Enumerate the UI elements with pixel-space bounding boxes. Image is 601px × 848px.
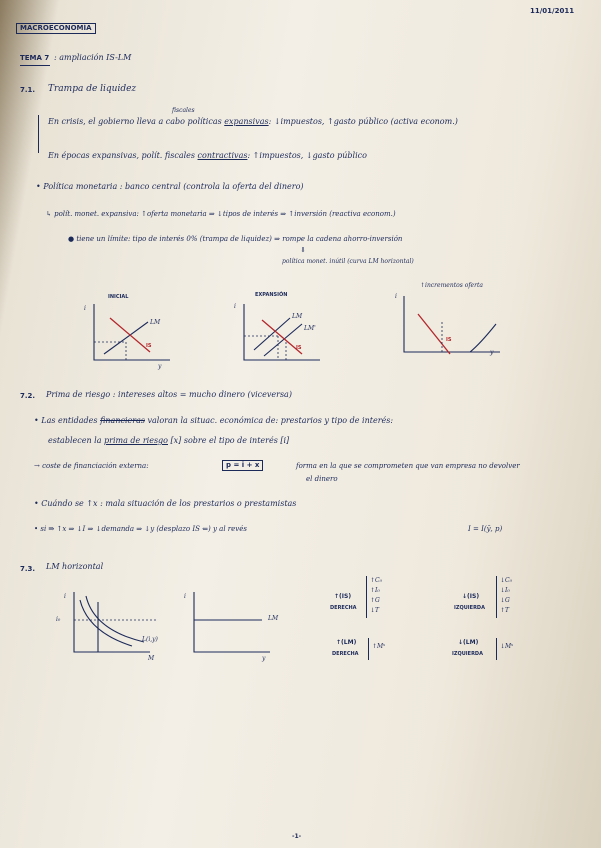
table-is-down-item-3: ↓G: [500, 597, 510, 604]
table-bar-1: [366, 576, 367, 618]
s72-line-5: • si ⇛ ↑x ⇒ ↓I ⇒ ↓demanda ⇒ ↓y (desplazo IS ⇐) y al revés: [34, 525, 247, 533]
s72-line-3b: forma en la que se comprometen que van empresa no devolver: [296, 462, 520, 470]
table-bar-3: [368, 638, 369, 660]
table-lm-up: ↑(LM): [336, 639, 357, 646]
table-is-down: ↓(IS): [462, 593, 480, 600]
g5-y-label: y: [262, 655, 266, 662]
tema-underline: [20, 65, 50, 66]
section-71-number: 7.1.: [20, 86, 36, 94]
table-is-up-item-4: ↓T: [370, 607, 380, 614]
tema-label: TEMA 7: [20, 54, 50, 62]
table-bar-4: [496, 638, 497, 660]
s72-line-3: → coste de financiación externa:: [34, 462, 149, 470]
s72-line-2: establecen la prima de riesgo [x] sobre el tipo de interés [i]: [48, 436, 290, 445]
g4-i0-label: i₀: [56, 616, 61, 623]
s71-line-5: ● tiene un límite: tipo de interés 0% (trampa de liquidez) ⇒ rompe la cadena ahorro-inversión: [68, 235, 403, 243]
g2-is-label: IS: [296, 345, 302, 351]
g4-i-label: i: [64, 593, 66, 600]
g3-i-label: i: [395, 293, 397, 300]
g3-is-label: IS: [446, 337, 452, 343]
table-is-up-item-2: ↑I₀: [370, 587, 380, 594]
table-is-down-item-4: ↑T: [500, 607, 510, 614]
page-number: -1-: [292, 833, 302, 840]
header-title: MACROECONOMÍA: [16, 23, 96, 34]
g4-l-label: L(i,y): [142, 636, 158, 643]
section-72-title: Prima de riesgo : intereses altos = mucho dinero (viceversa): [46, 390, 292, 399]
g1-y-label: y: [158, 363, 162, 370]
s71-line-6: política monet. inútil (curva LM horizontal): [282, 258, 414, 265]
table-is-up: ↑(IS): [334, 593, 352, 600]
bracket-line: [38, 115, 39, 153]
table-lm-up-item: ↑Mˢ: [372, 643, 386, 650]
table-is-up-item-3: ↑G: [370, 597, 380, 604]
fiscales-superscript: fiscales: [172, 107, 195, 114]
g5-lm-label: LM: [268, 615, 279, 622]
g2-i-label: i: [234, 303, 236, 310]
s71-line-4: ↳ polít. monet. expansiva: ↑oferta monetaria ⇒ ↓tipos de interés ⇒ ↑inversión (reactiva econom.): [46, 210, 396, 218]
s72-formula-i: I = I(ȳ, p): [468, 525, 503, 533]
g5-i-label: i: [184, 593, 186, 600]
s71-line-3: • Política monetaria : banco central (controla la oferta del dinero): [36, 182, 304, 191]
table-is-up-item-1: ↑C₀: [370, 577, 383, 584]
graph-inicial: [90, 300, 180, 372]
table-is-down-item-2: ↓I₀: [500, 587, 510, 594]
table-derecha: DERECHA: [330, 605, 357, 611]
section-71-title: Trampa de liquidez: [48, 84, 137, 94]
g2-lm2-label: LM': [304, 325, 316, 332]
graph-expansion-label: EXPANSIÓN: [255, 292, 288, 298]
table-bar-2: [496, 576, 497, 618]
s71-line-1: En crisis, el gobierno lleva a cabo políticas expansivas: ↓impuestos, ↑gasto público (activa econom.): [48, 117, 458, 126]
prima-formula: p = i + x: [222, 460, 263, 471]
s71-arrow: ⇓: [300, 246, 306, 254]
table-is-down-item-1: ↓C₀: [500, 577, 513, 584]
s72-line-4: • Cuándo se ↑x : mala situación de los prestarios o prestamistas: [34, 499, 297, 508]
graph-trampa: [400, 292, 510, 372]
s71-line-2: En épocas expansivas, polít. fiscales contractivas: ↑impuestos, ↓gasto público: [48, 151, 367, 160]
s72-line-1: • Las entidades financieras valoran la situac. económica de: prestarios y tipo de interés:: [34, 416, 394, 425]
graph-inicial-label: INICIAL: [108, 294, 129, 300]
g1-is-label: IS: [146, 343, 152, 349]
g1-lm-label: LM: [150, 319, 161, 326]
g3-y-label: y: [490, 349, 494, 356]
graph-incrementos-label: ↑incrementos oferta: [420, 282, 483, 289]
g1-i-label: i: [84, 305, 86, 312]
tema-title: : ampliación IS-LM: [54, 53, 132, 62]
graph-lm-horizontal: [190, 590, 280, 665]
table-lm-izquierda: IZQUIERDA: [452, 651, 483, 657]
table-izquierda: IZQUIERDA: [454, 605, 485, 611]
g2-lm-label: LM: [292, 313, 303, 320]
section-72-number: 7.2.: [20, 392, 36, 400]
section-73-number: 7.3.: [20, 565, 36, 573]
graph-expansion: [240, 300, 330, 372]
g4-m-label: M: [148, 655, 155, 662]
table-lm-derecha: DERECHA: [332, 651, 359, 657]
header-date: 11/01/2011: [530, 7, 575, 15]
graph-money-market: [70, 590, 160, 665]
s72-line-3c: el dinero: [306, 475, 338, 483]
section-73-title: LM horizontal: [46, 562, 104, 571]
table-lm-down: ↓(LM): [458, 639, 479, 646]
table-lm-down-item: ↓Mˢ: [500, 643, 514, 650]
